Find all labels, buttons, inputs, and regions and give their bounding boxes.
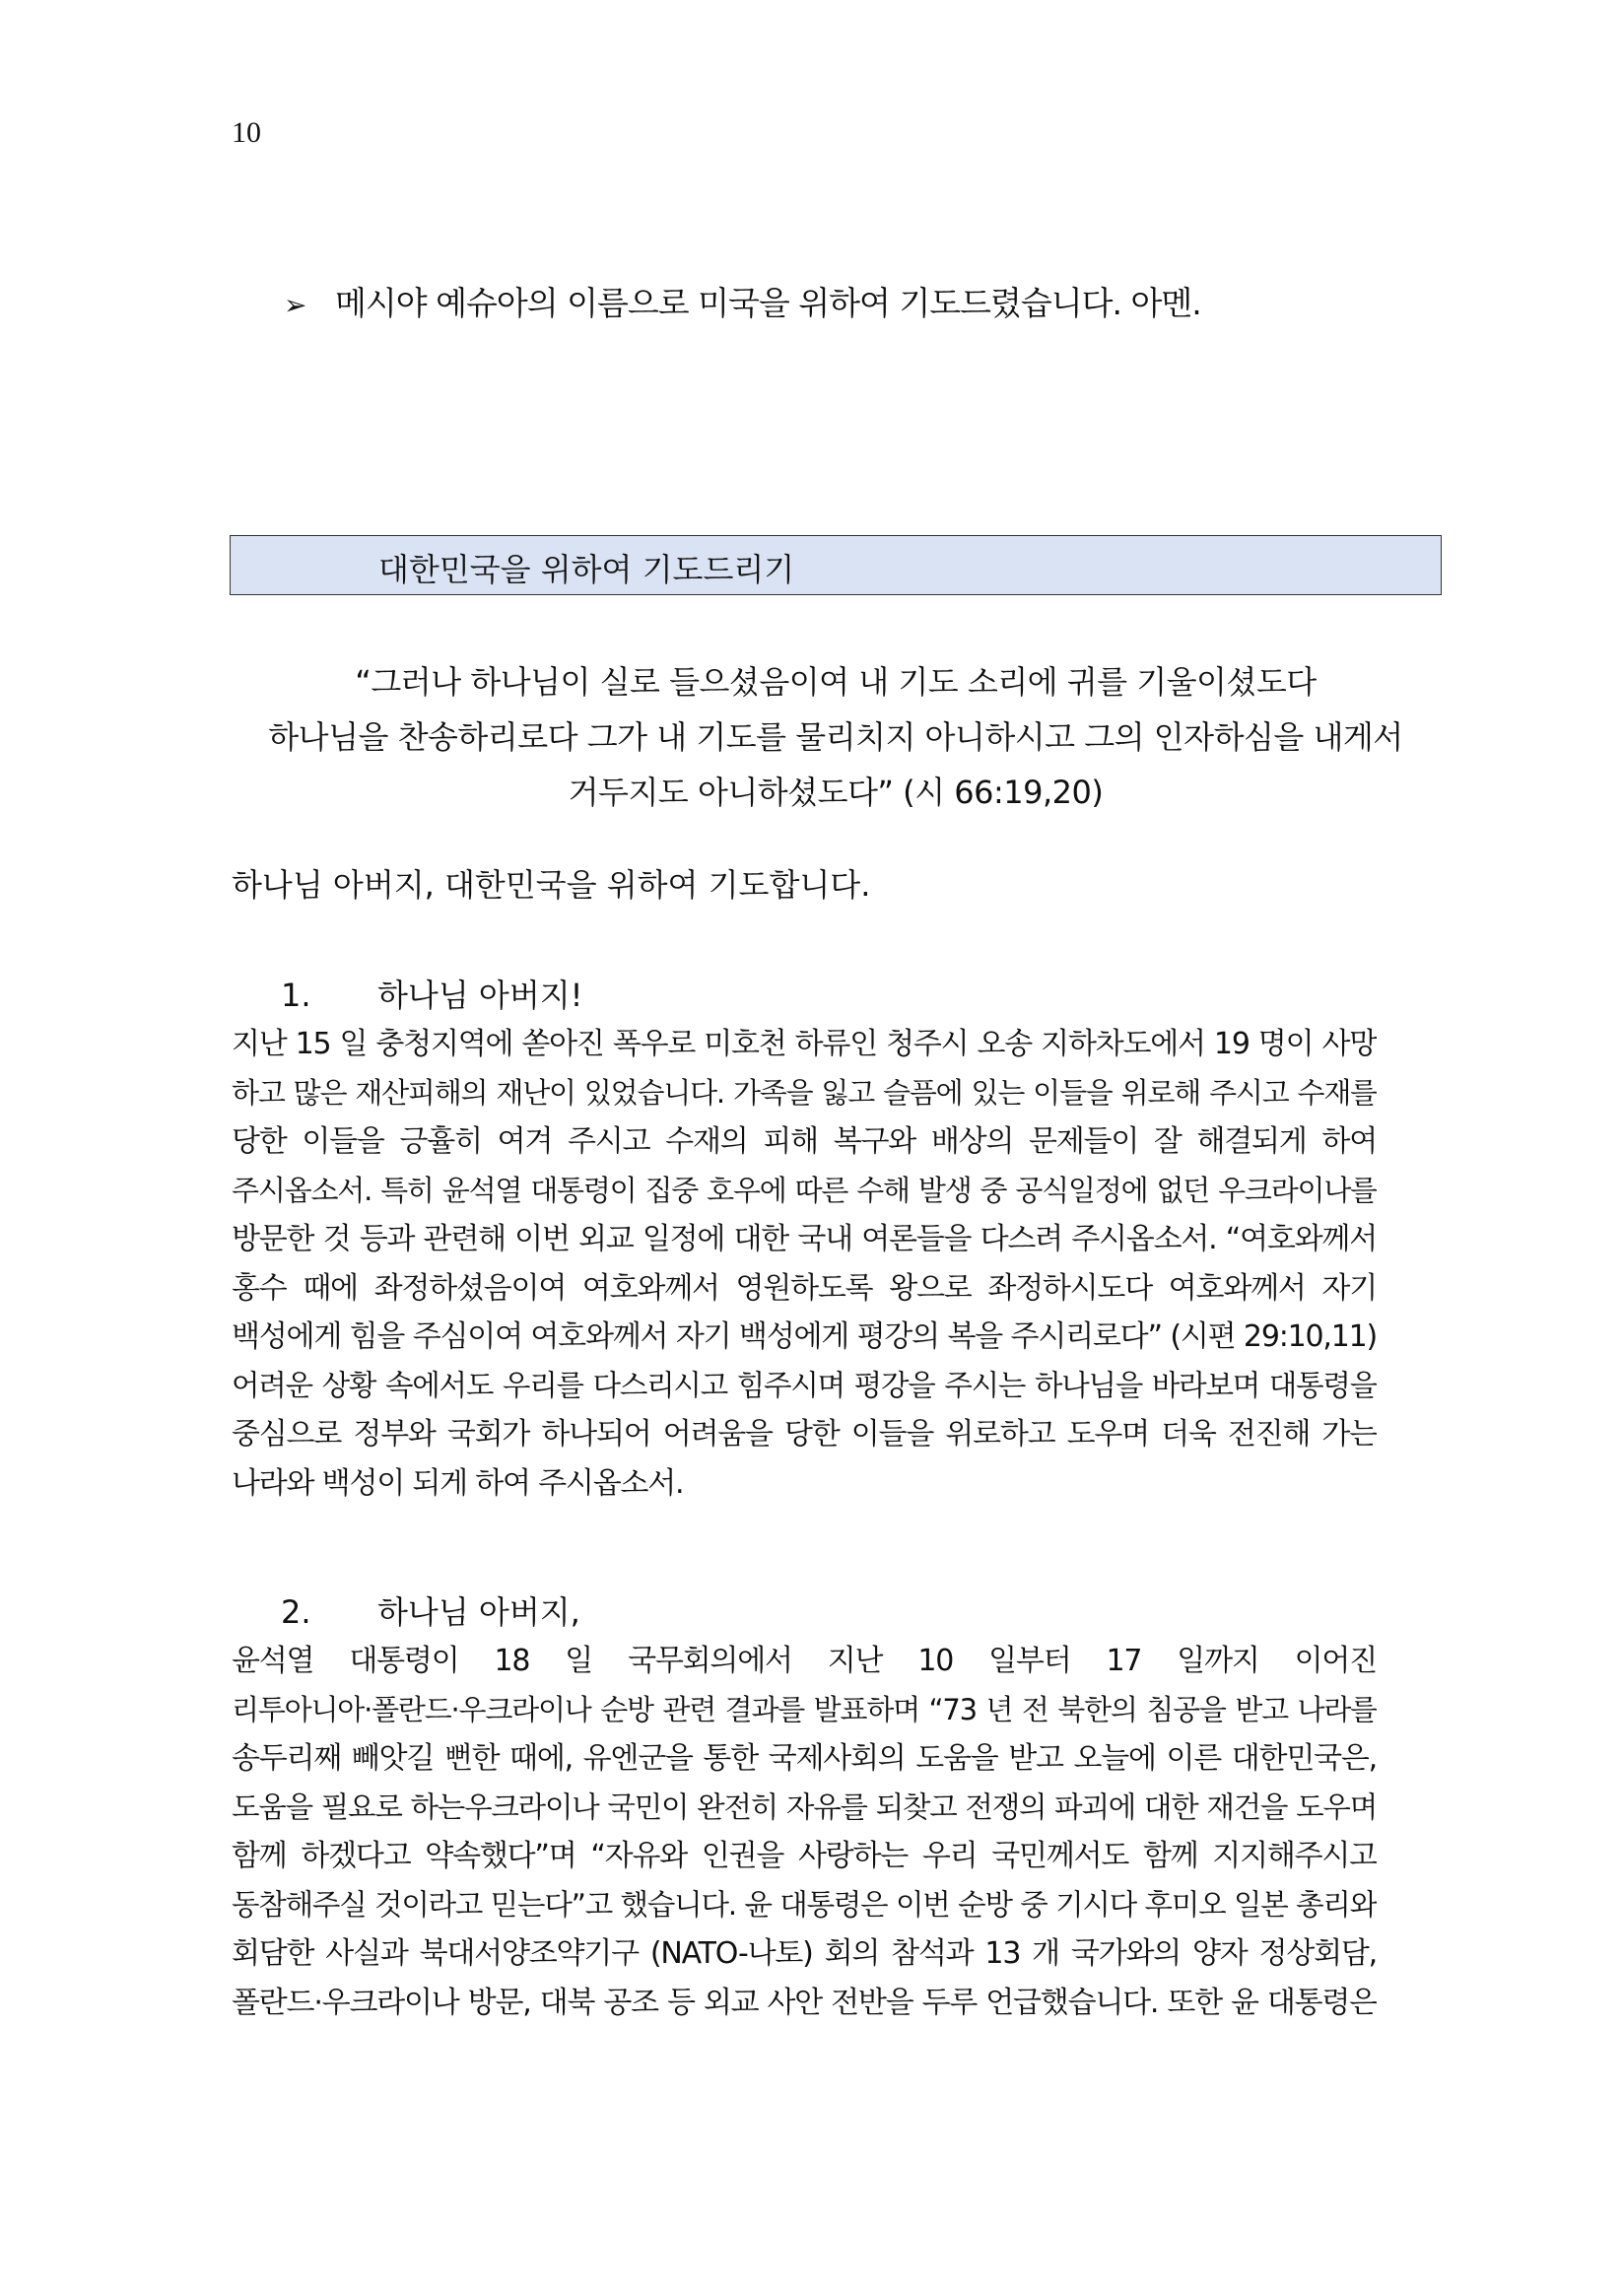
paragraph-line: 동참해주실 것이라고 믿는다”고 했습니다. 윤 대통령은 이번 순방 중 기시다 후미오 일본 총리와 xyxy=(232,1887,1377,1922)
paragraph-line: 리투아니아·폴란드·우크라이나 순방 관련 결과를 발표하며 “73 년 전 북한의 침공을 받고 나라를 xyxy=(232,1692,1377,1726)
paragraph-line: 윤석열 대통령이 18 일 국무회의에서 지난 10 일부터 17 일까지 이어진 xyxy=(232,1644,1377,1678)
paragraph-line: 중심으로 정부와 국회가 하나되어 어려움을 당한 이들을 위로하고 도우며 더욱 전진해 가는 xyxy=(232,1417,1377,1452)
paragraph-line: 나라와 백성이 되게 하여 주시옵소서. xyxy=(232,1465,684,1501)
paragraph-line: 함께 하겠다고 약속했다”며 “자유와 인권을 사랑하는 우리 국민께서도 함께 지지해주시고 xyxy=(232,1839,1377,1873)
page-number: 10 xyxy=(232,116,261,149)
prayer-item-heading xyxy=(281,971,582,1016)
prayer-item-title: 하나님 아버지, xyxy=(377,1593,580,1631)
prayer-item-title: 하나님 아버지! xyxy=(377,977,583,1014)
arrow-bullet-icon: ➢ xyxy=(284,289,306,321)
paragraph-line: 주시옵소서. 특히 윤석열 대통령이 집중 호우에 따른 수해 발생 중 공식일정에 없던 우크라이나를 xyxy=(232,1173,1377,1207)
prayer-item-body xyxy=(232,1020,1377,1508)
prayer-item-number: 2. xyxy=(281,1593,311,1631)
paragraph-line: 백성에게 힘을 주심이여 여호와께서 자기 백성에게 평강의 복을 주시리로다” (시편 29:10,11) xyxy=(232,1319,1377,1354)
paragraph-line: 당한 이들을 긍휼히 여겨 주시고 수재의 피해 복구와 배상의 문제들이 잘 해결되게 하여 xyxy=(232,1124,1377,1159)
scripture-quote xyxy=(230,654,1442,820)
section-heading-box xyxy=(230,535,1442,595)
paragraph-line: 폴란드·우크라이나 방문, 대북 공조 등 외교 사안 전반을 두루 언급했습니다. 또한 윤 대통령은 xyxy=(232,1985,1377,2020)
intro-prayer: 하나님 아버지, 대한민국을 위하여 기도합니다. xyxy=(232,866,871,904)
paragraph-line: 도움을 필요로 하는우크라이나 국민이 완전히 자유를 되찾고 전쟁의 파괴에 대한 재건을 도우며 xyxy=(232,1790,1377,1824)
prayer-item-number: 1. xyxy=(281,977,311,1014)
paragraph-line: 방문한 것 등과 관련해 이번 외교 일정에 대한 국내 여론들을 다스려 주시옵소서. “여호와께서 xyxy=(232,1222,1377,1256)
section-heading-title: 대한민국을 위하여 기도드리기 xyxy=(378,551,795,588)
closing-prayer-text: 메시야 예슈아의 이름으로 미국을 위하여 기도드렸습니다. 아멘. xyxy=(335,284,1201,322)
scripture-line: 거두지도 아니하셨도다” (시 66:19,20) xyxy=(568,774,1104,811)
paragraph-line: 송두리째 빼앗길 뻔한 때에, 유엔군을 통한 국제사회의 도움을 받고 오늘에 이른 대한민국은, xyxy=(232,1741,1377,1776)
paragraph-line: 지난 15 일 충청지역에 쏟아진 폭우로 미호천 하류인 청주시 오송 지하차도에서 19 명이 사망 xyxy=(232,1027,1377,1061)
scripture-line: 하나님을 찬송하리로다 그가 내 기도를 물리치지 아니하시고 그의 인자하심을 내게서 xyxy=(268,718,1403,756)
paragraph-line: 회담한 사실과 북대서양조약기구 (NATO-나토) 회의 참석과 13 개 국가와의 양자 정상회담, xyxy=(232,1936,1377,1971)
scripture-line: “그러나 하나님이 실로 들으셨음이여 내 기도 소리에 귀를 기울이셨도다 xyxy=(355,663,1317,701)
paragraph-line: 홍수 때에 좌정하셨음이여 여호와께서 영원하도록 왕으로 좌정하시도다 여호와께서 자기 xyxy=(232,1270,1377,1306)
paragraph-line: 하고 많은 재산피해의 재난이 있었습니다. 가족을 잃고 슬픔에 있는 이들을 위로해 주시고 수재를 xyxy=(232,1075,1377,1110)
paragraph-line: 어려운 상황 속에서도 우리를 다스리시고 힘주시며 평강을 주시는 하나님을 바라보며 대통령을 xyxy=(232,1368,1377,1402)
closing-prayer-line xyxy=(284,278,1201,324)
prayer-item-body xyxy=(232,1637,1377,2027)
prayer-item-heading xyxy=(281,1587,580,1633)
